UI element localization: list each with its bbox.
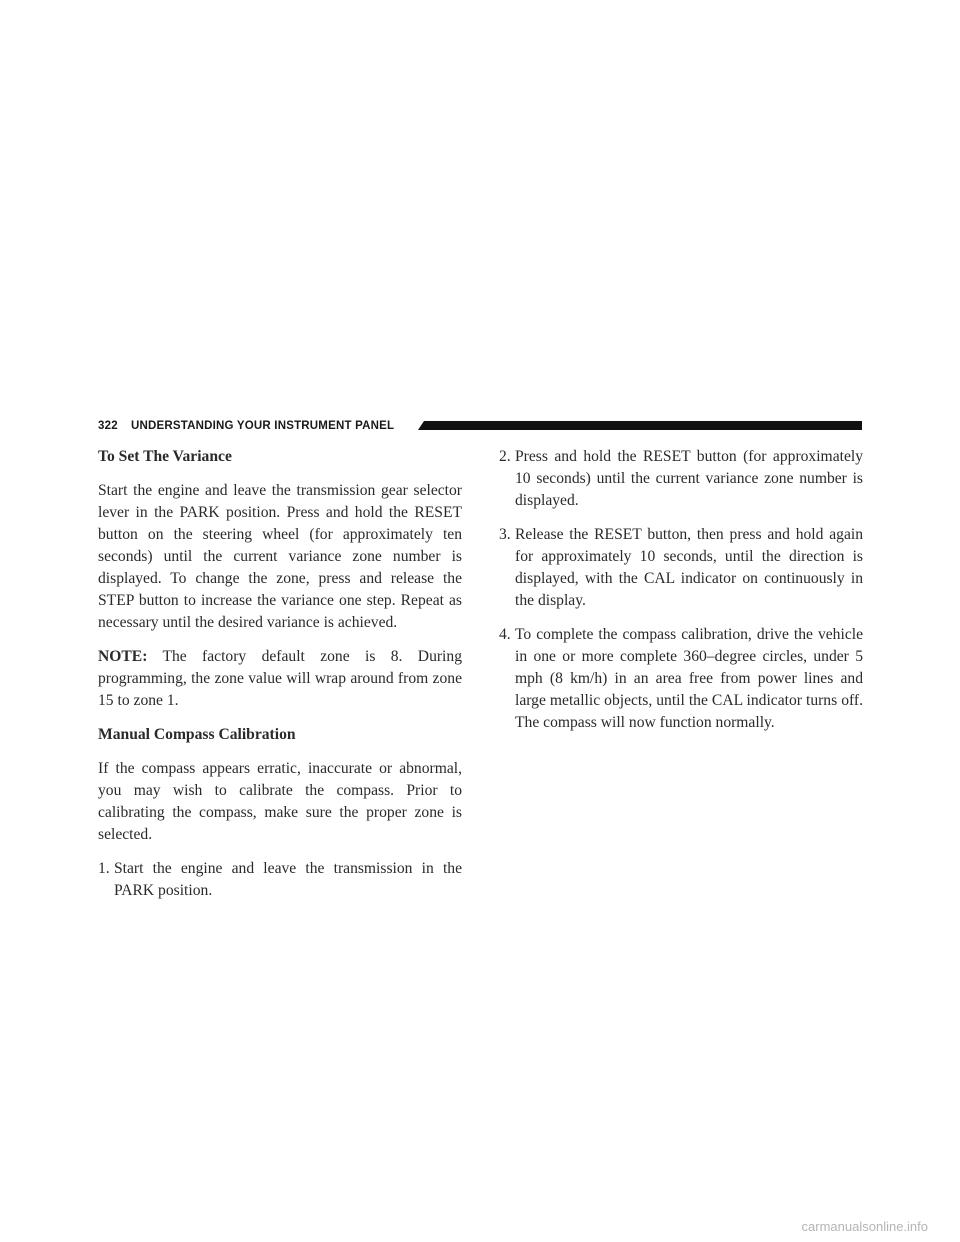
paragraph-calibration: If the compass appears erratic, inaccurate or abnormal, you may wish to calibrate the compass. Prior to calibrating the compass, make sure the proper zone is selected. xyxy=(98,760,462,843)
header-rule-bar xyxy=(418,421,862,430)
list-text: Start the engine and leave the transmission in the PARK position. xyxy=(114,860,462,899)
list-item-step-1 xyxy=(98,858,462,902)
list-item-step-2 xyxy=(499,446,863,512)
list-text: Release the RESET button, then press and hold again for approximately 10 seconds, until the direction is displayed, with the CAL indicator on continuously in the display. xyxy=(515,526,863,609)
list-number: 1. xyxy=(98,860,110,877)
list-text: Press and hold the RESET button (for approximately 10 seconds) until the current variance zone number is displayed. xyxy=(515,448,863,509)
page-number: 322 xyxy=(98,420,118,432)
paragraph-set-variance: Start the engine and leave the transmission gear selector lever in the PARK position. Press and hold the RESET button on the steering wheel (for approximately ten seconds) until the current variance zone number is displayed. To change the zone, press and release the STEP button to increase the variance one step. Repeat as necessary until the desired variance is achieved. xyxy=(98,482,462,631)
footer-watermark: carmanualsonline.info xyxy=(801,1219,928,1234)
page-header xyxy=(98,418,862,434)
heading-manual-calibration: Manual Compass Calibration xyxy=(98,726,296,743)
section-title: UNDERSTANDING YOUR INSTRUMENT PANEL xyxy=(131,420,395,432)
list-number: 3. xyxy=(499,526,511,543)
note-paragraph xyxy=(98,646,462,712)
list-item-step-3 xyxy=(499,524,863,612)
list-text: To complete the compass calibration, drive the vehicle in one or more complete 360–degree circles, under 5 mph (8 km/h) in an area free from power lines and large metallic objects, until the CAL indicator turns off. The compass will now function normally. xyxy=(515,626,863,731)
note-label: NOTE: xyxy=(98,648,148,665)
list-number: 2. xyxy=(499,448,511,465)
left-column xyxy=(98,446,462,914)
list-number: 4. xyxy=(499,626,511,643)
list-item-step-4 xyxy=(499,624,863,734)
note-text: The factory default zone is 8. During programming, the zone value will wrap around from zone 15 to zone 1. xyxy=(98,648,462,709)
right-column xyxy=(499,446,863,746)
heading-set-variance: To Set The Variance xyxy=(98,448,232,465)
